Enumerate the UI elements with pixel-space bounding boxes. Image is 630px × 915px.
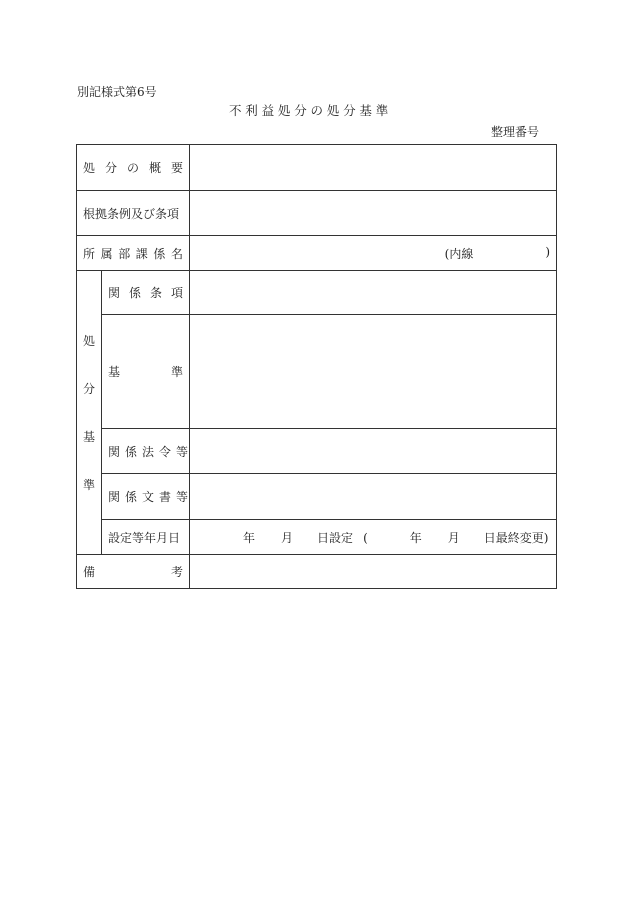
- date-field[interactable]: [190, 520, 557, 555]
- group-char: 処: [82, 333, 95, 348]
- department-label: [77, 236, 190, 271]
- reference-number-label: 整理番号: [491, 125, 540, 139]
- remarks-char: 備: [83, 565, 96, 579]
- row-articles: [77, 271, 557, 315]
- date-day-set: 日設定: [317, 530, 354, 545]
- department-field[interactable]: [190, 236, 557, 271]
- group-char: 基: [82, 429, 95, 444]
- row-documents: [77, 474, 557, 520]
- criteria-group-label: [77, 271, 102, 555]
- summary-char: 分: [105, 161, 118, 175]
- date-month-2: 月: [447, 530, 460, 545]
- form-number-label: 別記様式第6号: [77, 85, 157, 99]
- summary-field[interactable]: [190, 145, 557, 191]
- basis-field[interactable]: [190, 191, 557, 236]
- row-laws: [77, 429, 557, 474]
- summary-char: 要: [171, 161, 184, 175]
- row-date: [77, 520, 557, 555]
- summary-char: 概: [149, 161, 162, 175]
- standard-label: [102, 315, 190, 429]
- department-char: 係: [153, 246, 166, 261]
- group-char: 準: [82, 477, 95, 492]
- date-year-2: 年: [409, 530, 422, 545]
- department-char: 所: [83, 246, 96, 261]
- documents-label: 関係文書等: [102, 474, 190, 520]
- date-paren-open: (: [363, 530, 368, 545]
- standard-field[interactable]: [190, 315, 557, 429]
- department-char: 部: [118, 246, 131, 261]
- summary-char: 処: [83, 161, 96, 175]
- document-title: 不利益処分の処分基準: [229, 103, 393, 118]
- laws-field[interactable]: [190, 429, 557, 474]
- criteria-form-table: [76, 144, 557, 589]
- row-standard: [77, 315, 557, 429]
- date-day-changed: 日最終変更): [483, 530, 549, 545]
- standard-char: 準: [171, 365, 184, 379]
- summary-label: [77, 145, 190, 191]
- date-year: 年: [243, 530, 256, 545]
- documents-field[interactable]: [190, 474, 557, 520]
- extension-close: ): [545, 244, 551, 259]
- row-remarks: [77, 555, 557, 589]
- row-summary: [77, 145, 557, 191]
- laws-label: 関係法令等: [102, 429, 190, 474]
- articles-label: 関係条項: [102, 271, 190, 315]
- standard-char: 基: [108, 365, 121, 379]
- summary-char: の: [127, 161, 140, 175]
- department-char: 属: [100, 246, 113, 261]
- remarks-field[interactable]: [190, 555, 557, 589]
- row-department: [77, 236, 557, 271]
- row-basis: [77, 191, 557, 236]
- date-label: 設定等年月日: [102, 520, 190, 555]
- remarks-label: [77, 555, 190, 589]
- articles-field[interactable]: [190, 271, 557, 315]
- basis-label: 根拠条例及び条項: [77, 191, 190, 236]
- extension-open: (内線: [444, 246, 474, 261]
- group-char: 分: [82, 381, 95, 396]
- date-month: 月: [281, 530, 294, 545]
- remarks-char: 考: [171, 565, 184, 579]
- department-char: 課: [135, 246, 148, 261]
- department-char: 名: [170, 246, 183, 261]
